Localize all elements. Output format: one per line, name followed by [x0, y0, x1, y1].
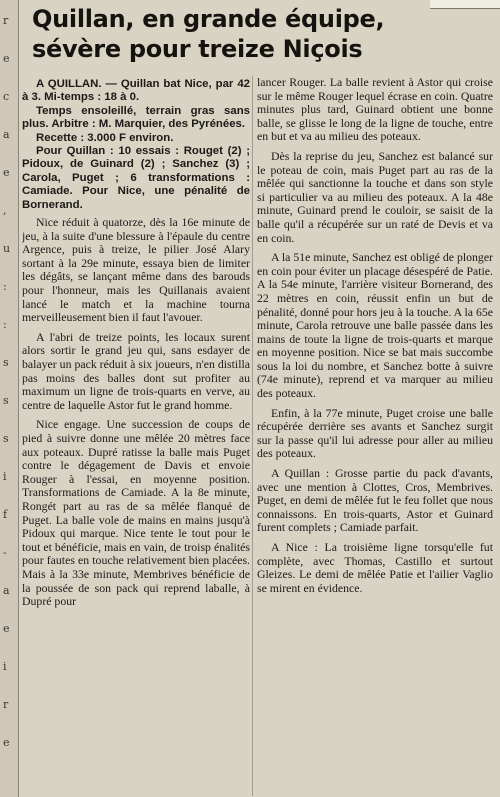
- margin-char: :: [3, 318, 7, 331]
- summary-conditions: Temps ensoleillé, terrain gras sans plus. Arbitre : M. Marquier, des Pyrénées.: [22, 104, 250, 131]
- margin-char: e: [3, 736, 10, 749]
- headline-line-1: Quillan, en grande équipe,: [32, 5, 385, 33]
- summary-scorers: Pour Quillan : 10 essais : Rouget (2) ; Pidoux, de Guinard (2) ; Sanchez (3) ; Carola, Puget ; 6 transformations : Camiade. Pour Nice, une pénalité de Bornerand.: [22, 145, 250, 211]
- paragraph: Enfin, à la 77e minute, Puget croise une balle récupérée derrière ses avants et Sanchez surgit sur la passe qu'il lui adresse pour aller au milieu des poteaux.: [257, 405, 493, 461]
- margin-char: u: [3, 242, 11, 255]
- margin-char: s: [3, 432, 9, 445]
- margin-char: e: [3, 622, 10, 635]
- margin-char: s: [3, 394, 9, 407]
- margin-char: a: [3, 584, 10, 597]
- article-column-right: [257, 76, 493, 794]
- margin-char: -: [3, 546, 7, 559]
- margin-char: i: [3, 660, 7, 673]
- article-headline: [32, 4, 488, 64]
- margin-char: e: [3, 166, 10, 179]
- margin-char: e: [3, 52, 10, 65]
- paragraph: A Nice : La troisième ligne torsqu'elle fut complète, avec Thomas, Castillo et surtout Gleizes. Le demi de mêlée Patie et l'ailier Vaglio se mirent en évidence.: [257, 540, 493, 595]
- paragraph: Nice engage. Une succession de coups de pied à suivre donne une mêlée 20 mètres face aux poteaux. Dupré ratisse la balle mais Puget contre le dégagement de Davis et envoie Rouger à l'essai, en moyenne position. Transformations de Camiade. A la 8e minute, Rongét part au ras de sa mêlée flanqué de Puget. La balle vole de mains en mains jusqu'à Pidoux qui marque. Nice tente le tout pour le tout et bénéficie, mais en vain, de troisp énalités pour fautes en touche relativement bien placées. Mais à la 33e minute, Membrives bénéficie de la poussée de son pack qui reprend laballe, à Dupré pour: [22, 417, 250, 609]
- margin-char: f: [3, 508, 8, 521]
- margin-char: s: [3, 356, 9, 369]
- paragraph: A l'abri de treize points, les locaux surent alors sortir le grand jeu qui, sans esdayer de balayer un pack réduit à six joueurs, n'en distilla pas moins des balles dont sut profiter au maximum un ligne de trois-quarts en verve, au centre de laquelle Astor fut le grand homme.: [22, 329, 250, 412]
- summary-receipts: Recette : 3.000 F environ.: [36, 131, 174, 144]
- adjacent-column-edge: [0, 0, 19, 797]
- margin-char: ,: [3, 204, 7, 217]
- column-divider: [252, 76, 253, 796]
- margin-char: r: [3, 14, 9, 27]
- margin-char: a: [3, 128, 10, 141]
- article-column-left: [22, 78, 250, 796]
- paragraph: A la 51e minute, Sanchez est obligé de plonger en coin pour éviter un placage désespéré de Patie. A la 54e minute, l'arrière visiteur Bornerand, des 22 mètres en coin, réussit enfin un but de pénalité, donné pour hors jeu à la touche. A la 65e minute, Carola retrouve une balle passée dans les mains de toute la ligne de trois-quarts et marque en moyenne position. Nice se bat mais succombe sous la loi du nombre, et Sanchez botte à suivre (74e minute), reprend et va marquer au milieu des poteaux.: [257, 250, 493, 401]
- margin-char: i: [3, 470, 7, 483]
- paragraph: Nice réduit à quatorze, dès la 16e minute de jeu, à la suite d'une blessure à l'épaule du centre Argence, puis à treize, le pilier José Alary sortant à la 29e minute, essaya bien de limiter les dégâts, se lançant même dans des barouds pour l'honneur, mais les Quillanais avaient lancé le match et la machine tourna merveilleusement bien il faut l'avouer.: [22, 215, 250, 325]
- margin-char: c: [3, 90, 10, 103]
- match-summary: [22, 78, 250, 212]
- paragraph: Dès la reprise du jeu, Sanchez est balancé sur le poteau de coin, mais Puget part au ras de la mêlée qui sanctionne la touche et dans son style si particulier va au milieu des poteaux. A la 48e minute, Guinard prend le couloir, se saisit de la balle qu'il a récupérée sur un raté de Devis et va en coin.: [257, 148, 493, 245]
- paragraph: A Quillan : Grosse partie du pack d'avants, avec une mention à Clottes, Cros, Membrives. Puget, en demi de mêlée fut le feu follet que nous connaissons. En trois-quarts, Astor et Guinard furent complets ; Camiade parfait.: [257, 466, 493, 535]
- headline-line-2: sévère pour treize Niçois: [32, 35, 363, 63]
- summary-score: A QUILLAN. — Quillan bat Nice, par 42 à 3. Mi-temps : 18 à 0.: [22, 78, 250, 104]
- margin-char: :: [3, 280, 7, 293]
- paragraph: lancer Rouger. La balle revient à Astor qui croise sur le même Rouger lequel écrase en coin. Quatre minutes plus tard, Guinard obtient une bonne balle, se glisse le long de la ligne de touche, entre en but et va au milieu des poteaux.: [257, 76, 493, 144]
- margin-char: r: [3, 698, 9, 711]
